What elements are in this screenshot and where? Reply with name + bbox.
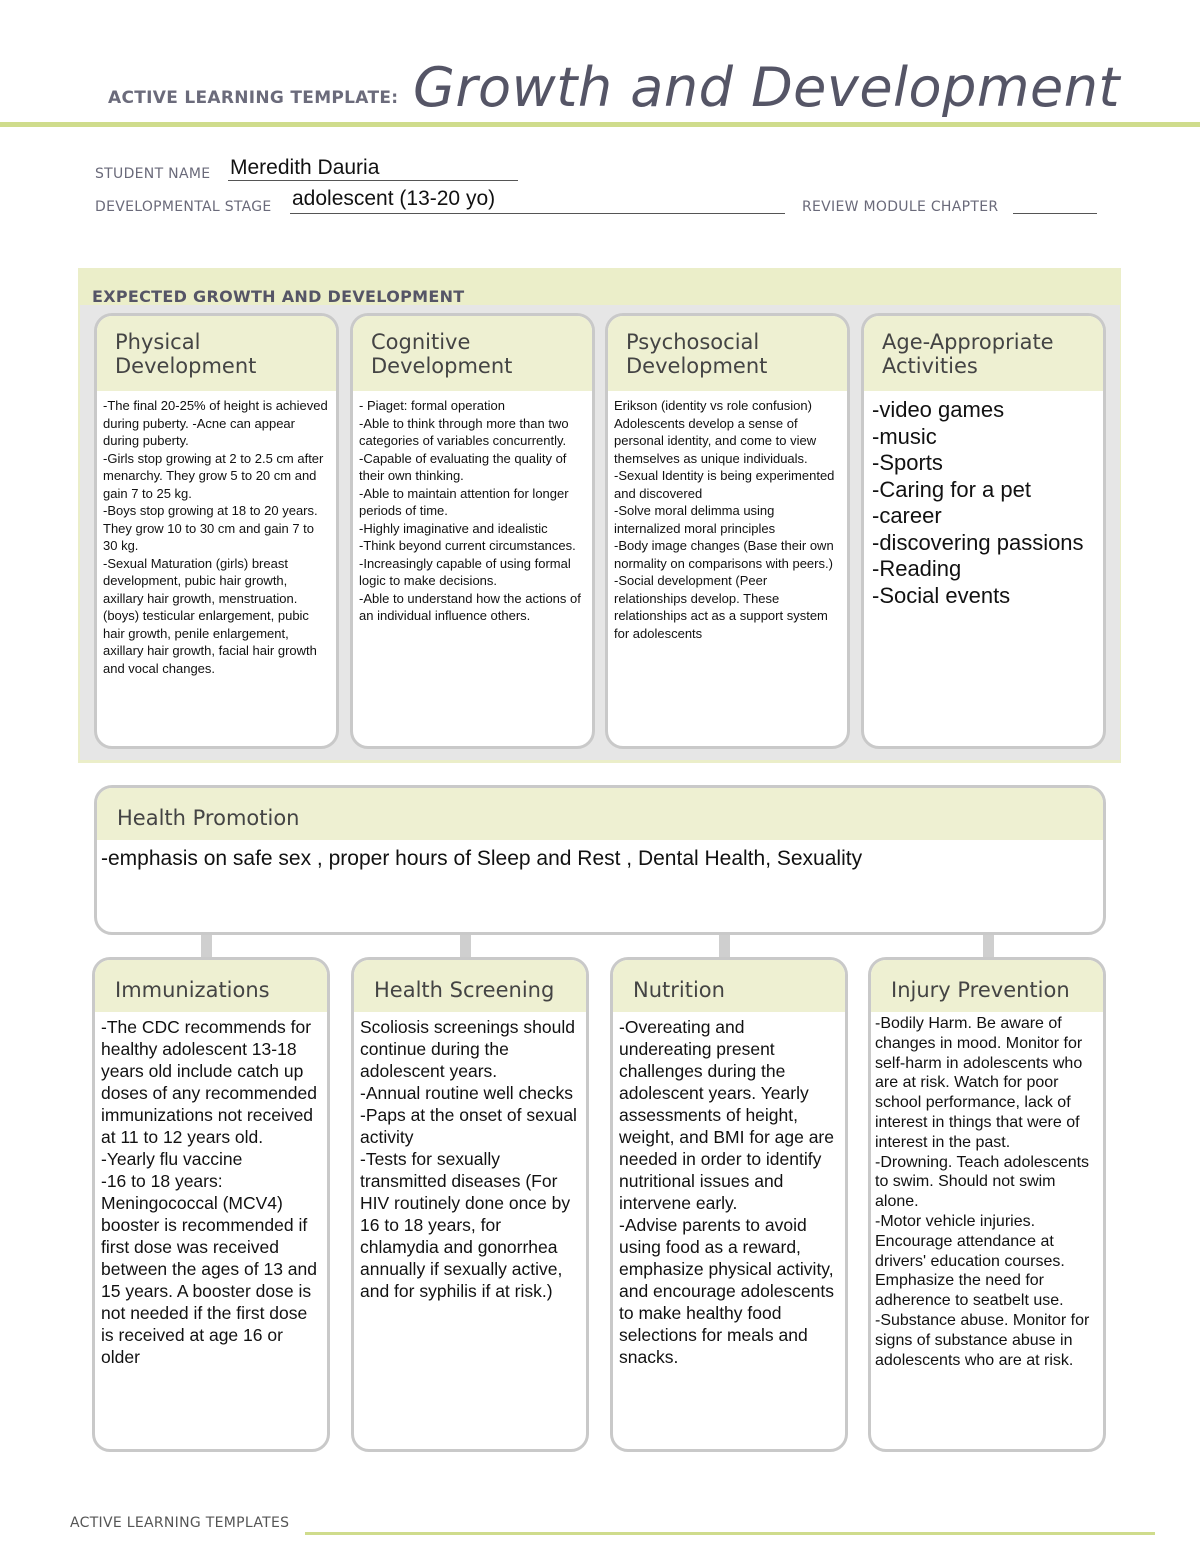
psychosocial-development-text: Erikson (identity vs role confusion) Adolescents develop a sense of personal identity, and come to view themselves as unique individuals. -Sexual Identity is being experimented and discovered -Solve moral delimma using internalized moral principles -Body image changes (Base their own normality on comparisons with peers.) -Social development (Peer relationships develop. These relationships act as a support system for adolescents (614, 398, 835, 641)
nutrition-text: -Overeating and undereating present challenges during the adolescent years. Yearly assessments of height, weight, and BMI for age are needed in order to identify nutritional issues and intervene early. -Advise parents to avoid using food as a reward, emphasize physical activity, and encourage adolescents to make healthy food selections for meals and snacks. (619, 1017, 835, 1367)
immunizations-box (92, 957, 330, 1452)
connector (983, 935, 994, 959)
stage-value[interactable]: adolescent (13-20 yo) (292, 187, 496, 210)
age-appropriate-activities-title: Age-Appropriate Activities (864, 316, 1103, 391)
cognitive-development-box (350, 313, 595, 749)
psychosocial-development-box (605, 313, 850, 749)
connector (460, 935, 471, 959)
student-name-line (228, 180, 518, 181)
stage-line (290, 213, 785, 214)
footer-label: ACTIVE LEARNING TEMPLATES (70, 1515, 290, 1531)
physical-development-text: -The final 20-25% of height is achieved during puberty. -Acne can appear during puberty. -Girls stop growing at 2 to 2.5 cm after menarchy. They grow 5 to 20 cm and gain 7 to 25 kg. -Boys stop growing at 18 to 20 years. They grow 10 to 30 cm and gain 7 to 30 kg. -Sexual Maturation (girls) breast development, pubic hair growth, axillary hair growth, menstruation. (boys) testicular enlargement, pubic hair growth, penile enlargement, axillary hair growth, facial hair growth and vocal changes. (103, 398, 328, 676)
nutrition-box (610, 957, 848, 1452)
injury-prevention-box (868, 957, 1106, 1452)
immunizations-text: -The CDC recommends for healthy adolescent 13-18 years old include catch up doses of any recommended immunizations not received at 11 to 12 years old. -Yearly flu vaccine -16 to 18 years: Meningococcal (MCV4) booster is recommended if first dose was received between the ages of 13 and 15 years. A booster dose is not needed if the first dose is received at age 16 or older (101, 1017, 318, 1367)
expected-growth-heading: EXPECTED GROWTH AND DEVELOPMENT (92, 287, 465, 306)
footer-divider (305, 1532, 1155, 1535)
health-promotion-title: Health Promotion (97, 788, 1103, 840)
template-label: ACTIVE LEARNING TEMPLATE: (108, 88, 399, 108)
age-appropriate-activities-box (861, 313, 1106, 749)
page-title: Growth and Development (413, 56, 1121, 119)
physical-development-title: Physical Development (97, 316, 336, 391)
immunizations-title: Immunizations (95, 960, 327, 1012)
age-appropriate-activities-text: -video games -music -Sports -Caring for a pet -career -discovering passions -Reading -Social events (872, 397, 1084, 608)
health-screening-title: Health Screening (354, 960, 586, 1012)
review-chapter-label: REVIEW MODULE CHAPTER (802, 199, 999, 215)
injury-prevention-text: -Bodily Harm. Be aware of changes in mood. Monitor for self-harm in adolescents who are at risk. Watch for poor school performance, lack of interest in things that were of interest in the past. -Drowning. Teach adolescents to swim. Should not swim alone. -Motor vehicle injuries. Encourage attendance at drivers' education courses. Emphasize the need for adherence to seatbelt use. -Substance abuse. Monitor for signs of substance abuse in adolescents who are at risk. (875, 1015, 1090, 1369)
physical-development-box (94, 313, 339, 749)
connector (719, 935, 730, 959)
psychosocial-development-title: Psychosocial Development (608, 316, 847, 391)
student-name-label: STUDENT NAME (95, 166, 211, 182)
connector (201, 935, 212, 959)
health-screening-box (351, 957, 589, 1452)
review-chapter-line[interactable] (1013, 213, 1097, 214)
stage-label: DEVELOPMENTAL STAGE (95, 199, 272, 215)
health-screening-text: Scoliosis screenings should continue during the adolescent years. -Annual routine well checks -Paps at the onset of sexual activity -Tests for sexually transmitted diseases (For HIV routinely done once by 16 to 18 years, for chlamydia and gonorrhea annually if sexually active, and for syphilis if at risk.) (360, 1017, 577, 1301)
health-promotion-text: -emphasis on safe sex , proper hours of Sleep and Rest , Dental Health, Sexuality (101, 847, 863, 870)
student-name-value[interactable]: Meredith Dauria (230, 156, 380, 179)
nutrition-title: Nutrition (613, 960, 845, 1012)
header-divider (0, 122, 1200, 127)
injury-prevention-title: Injury Prevention (871, 960, 1103, 1012)
cognitive-development-title: Cognitive Development (353, 316, 592, 391)
health-promotion-box (94, 785, 1106, 935)
cognitive-development-text: - Piaget: formal operation -Able to think through more than two categories of variables concurrently. -Capable of evaluating the quality of their own thinking. -Able to maintain attention for longer periods of time. -Highly imaginative and idealistic -Think beyond current circumstances. -Increasingly capable of using formal logic to make decisions. -Able to understand how the actions of an individual influence others. (359, 398, 581, 623)
